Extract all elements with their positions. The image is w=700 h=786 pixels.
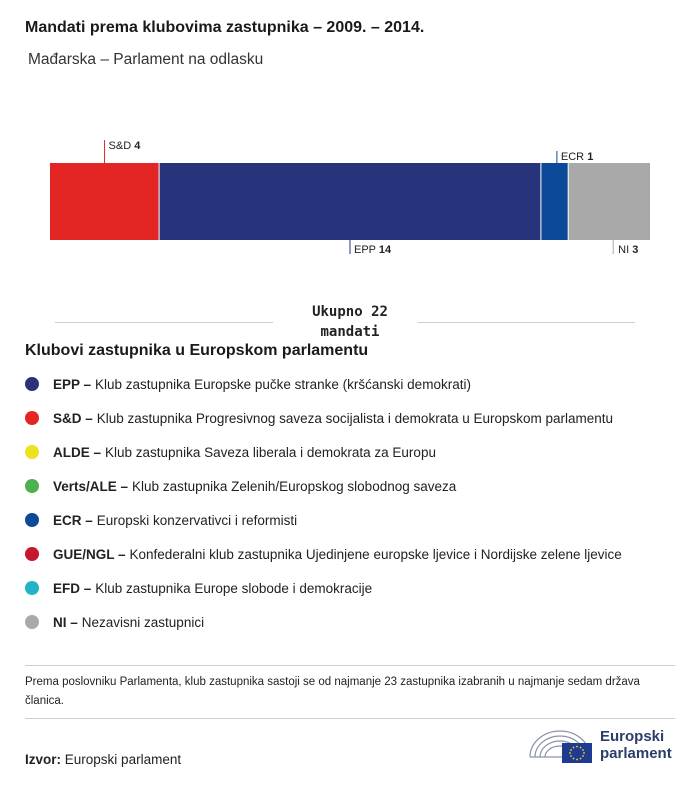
legend-item xyxy=(25,605,685,639)
bar-segment-sd xyxy=(50,163,159,240)
total-divider-left xyxy=(55,322,273,323)
legend-code: ALDE – xyxy=(53,444,102,460)
legend xyxy=(25,367,685,639)
legend-code: EPP – xyxy=(53,376,92,392)
legend-description: Nezavisni zastupnici xyxy=(81,614,205,630)
footnote: Prema poslovniku Parlamenta, klub zastupnika sastoji se od najmanje 23 zastupnika izabranih u najmanje sedam država članica. xyxy=(25,676,640,707)
legend-item xyxy=(25,401,685,435)
data-label: S&D 4 xyxy=(108,140,141,152)
legend-item xyxy=(25,435,685,469)
legend-description: Klub zastupnika Progresivnog saveza socijalista i demokrata u Europskom parlamentu xyxy=(96,410,614,426)
total-seats-count: Ukupno 22 xyxy=(312,304,388,320)
legend-code: GUE/NGL – xyxy=(53,546,126,562)
chart-title: Mandati prema klubovima zastupnika – 2009. – 2014. xyxy=(25,19,425,36)
legend-description: Konfederalni klub zastupnika Ujedinjene europske ljevice i Nordijske zelene ljevice xyxy=(129,546,622,562)
legend-item xyxy=(25,537,685,571)
legend-description: Europski konzervativci i reformisti xyxy=(96,512,298,528)
note-divider-top xyxy=(25,665,675,666)
total-seats-label xyxy=(270,302,430,342)
legend-dot-icon xyxy=(25,411,39,425)
source-line xyxy=(25,752,181,767)
legend-description: Klub zastupnika Europske pučke stranke (kršćanski demokrati) xyxy=(95,376,471,392)
logo-text-line2: parlament xyxy=(600,745,672,762)
legend-description: Klub zastupnika Europe slobode i demokracije xyxy=(95,580,373,596)
source-label: Izvor: xyxy=(25,752,62,767)
legend-description: Klub zastupnika Zelenih/Europskog slobodnog saveza xyxy=(132,478,457,494)
bar-segment-ni xyxy=(568,163,650,240)
legend-item xyxy=(25,469,685,503)
european-parliament-logo xyxy=(528,727,678,767)
seat-bar-chart xyxy=(0,125,700,275)
legend-dot-icon xyxy=(25,445,39,459)
total-divider-right xyxy=(418,322,635,323)
legend-dot-icon xyxy=(25,615,39,629)
legend-description: Klub zastupnika Saveza liberala i demokrata za Europu xyxy=(105,444,436,460)
legend-dot-icon xyxy=(25,581,39,595)
legend-code: S&D – xyxy=(53,410,93,426)
european-parliament-hemicycle-flag-icon xyxy=(528,727,594,767)
chart-subtitle: Mađarska – Parlament na odlasku xyxy=(28,51,264,68)
total-seats-unit: mandati xyxy=(320,324,380,340)
legend-dot-icon xyxy=(25,377,39,391)
data-label: ECR 1 xyxy=(560,151,594,163)
legend-item xyxy=(25,503,685,537)
legend-code: ECR – xyxy=(53,512,93,528)
logo-text xyxy=(600,728,672,762)
legend-dot-icon xyxy=(25,479,39,493)
legend-dot-icon xyxy=(25,547,39,561)
source-value: Europski parlament xyxy=(64,752,182,767)
legend-code: Verts/ALE – xyxy=(53,478,129,494)
logo-text-line1: Europski xyxy=(600,728,665,745)
data-label: EPP 14 xyxy=(354,244,392,256)
bar-segment-ecr xyxy=(541,163,568,240)
data-label: NI 3 xyxy=(618,244,639,256)
legend-code: NI – xyxy=(53,614,78,630)
legend-dot-icon xyxy=(25,513,39,527)
legend-item xyxy=(25,367,685,401)
legend-title: Klubovi zastupnika u Europskom parlamentu xyxy=(25,342,369,359)
legend-code: EFD – xyxy=(53,580,92,596)
legend-item xyxy=(25,571,685,605)
note-divider-bottom xyxy=(25,718,675,719)
bar-segment-epp xyxy=(159,163,541,240)
